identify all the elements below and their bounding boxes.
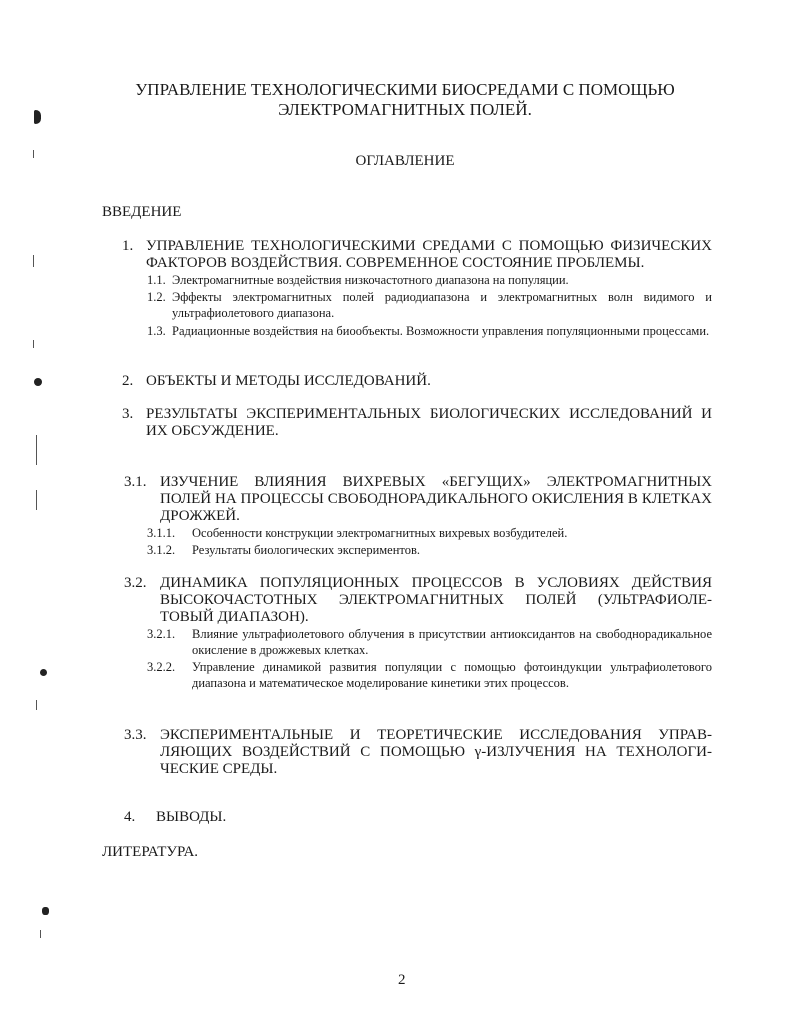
toc-item-title: РЕЗУЛЬТАТЫ ЭКСПЕРИМЕНТАЛЬНЫХ БИОЛОГИЧЕСКИХ ИССЛЕДОВАНИЙ И ИХ ОБСУЖДЕНИЕ. bbox=[146, 406, 712, 439]
toc-item-number: 3.2. bbox=[124, 575, 147, 591]
scan-line bbox=[36, 700, 37, 710]
scan-line bbox=[36, 435, 37, 465]
toc-literature: ЛИТЕРАТУРА. bbox=[102, 844, 199, 860]
toc-subitem-1-1 bbox=[147, 272, 712, 288]
toc-item-number: 3.3. bbox=[124, 727, 147, 743]
toc-item-4 bbox=[124, 809, 712, 826]
scan-line bbox=[33, 150, 34, 158]
toc-intro: ВВЕДЕНИЕ bbox=[102, 204, 182, 220]
toc-item-number: 3. bbox=[122, 406, 134, 422]
toc-item-3-2 bbox=[124, 575, 712, 626]
toc-subitem-title: Управление динамикой развития популяции с помощью фотоиндукции ультрафиолетового диапазона и математическое моделирование кинетики этих процессов. bbox=[192, 660, 712, 690]
toc-item-number: 2. bbox=[122, 373, 134, 389]
scan-line bbox=[33, 255, 34, 267]
scan-mark bbox=[40, 669, 47, 676]
toc-item-3 bbox=[122, 406, 712, 440]
toc-subitem-1-3 bbox=[147, 323, 712, 339]
toc-subitem-number: 3.2.1. bbox=[147, 627, 176, 641]
toc-item-title: ВЫВОДЫ. bbox=[156, 809, 227, 825]
document-title: УПРАВЛЕНИЕ ТЕХНОЛОГИЧЕСКИМИ БИОСРЕДАМИ С ПОМОЩЬЮ ЭЛЕКТРОМАГНИТНЫХ ПОЛЕЙ. bbox=[135, 80, 675, 119]
toc-subitem-number: 1.1. bbox=[147, 273, 166, 287]
scan-mark bbox=[34, 378, 42, 386]
toc-item-number: 3.1. bbox=[124, 474, 147, 490]
scan-mark bbox=[34, 110, 41, 124]
toc-subitem-number: 3.1.2. bbox=[147, 543, 176, 557]
toc-item-2 bbox=[122, 373, 712, 390]
toc-subitem-title: Особенности конструкции электромагнитных вихревых возбудителей. bbox=[192, 526, 568, 540]
toc-item-3-3 bbox=[124, 727, 712, 778]
toc-item-number: 1. bbox=[122, 238, 134, 254]
toc-heading: ОГЛАВЛЕНИЕ bbox=[355, 153, 455, 169]
toc-item-3-1 bbox=[124, 474, 712, 525]
toc-subitem-title: Эффекты электромагнитных полей радиодиапазона и электромагнитных волн видимого и ультрафиолетового диапазона. bbox=[172, 290, 712, 320]
toc-subitem-number: 1.3. bbox=[147, 324, 166, 338]
toc-item-title: УПРАВЛЕНИЕ ТЕХНОЛОГИЧЕСКИМИ СРЕДАМИ С ПОМОЩЬЮ ФИЗИЧЕСКИХ ФАКТОРОВ ВОЗДЕЙСТВИЯ. СОВРЕМЕННОЕ СОСТОЯНИЕ ПРОБЛЕМЫ. bbox=[146, 238, 712, 271]
toc-subitem-title: Результаты биологических экспериментов. bbox=[192, 543, 420, 557]
toc-item-title: ОБЪЕКТЫ И МЕТОДЫ ИССЛЕДОВАНИЙ. bbox=[146, 373, 431, 389]
toc-item-1 bbox=[122, 238, 712, 272]
page-number: 2 bbox=[398, 972, 406, 988]
toc-subitem-number: 3.1.1. bbox=[147, 526, 176, 540]
toc-subitem-title: Влияние ультрафиолетового облучения в присутствии антиоксидантов на свободнорадикальное окисление в дрожжевых клетках. bbox=[192, 627, 712, 657]
toc-item-title: ИЗУЧЕНИЕ ВЛИЯНИЯ ВИХРЕВЫХ «БЕГУЩИХ» ЭЛЕКТРОМАГНИТНЫХ ПОЛЕЙ НА ПРОЦЕССЫ СВОБОДНОРАДИКАЛЬНОГО ОКИСЛЕНИЯ В КЛЕТКАХ ДРОЖЖЕЙ. bbox=[160, 474, 712, 524]
toc-item-number: 4. bbox=[124, 809, 136, 825]
toc-subitem-3-1-1 bbox=[147, 525, 712, 541]
toc-subitem-3-1-2 bbox=[147, 542, 712, 558]
toc-item-title: ДИНАМИКА ПОПУЛЯЦИОННЫХ ПРОЦЕССОВ В УСЛОВИЯХ ДЕЙСТВИЯ ВЫСОКОЧАСТОТНЫХ ЭЛЕКТРОМАГНИТНЫХ ПОЛЕЙ (УЛЬТРАФИОЛЕ-ТОВЫЙ ДИАПАЗОН). bbox=[160, 575, 712, 625]
toc-subitem-3-2-2 bbox=[147, 659, 712, 691]
toc-subitem-1-2 bbox=[147, 289, 712, 321]
toc-subitem-number: 3.2.2. bbox=[147, 660, 176, 674]
scan-line bbox=[36, 490, 37, 510]
toc-subitem-title: Электромагнитные воздействия низкочастотного диапазона на популяции. bbox=[172, 273, 569, 287]
scan-line bbox=[33, 340, 34, 348]
toc-subitem-3-2-1 bbox=[147, 626, 712, 658]
toc-item-title: ЭКСПЕРИМЕНТАЛЬНЫЕ И ТЕОРЕТИЧЕСКИЕ ИССЛЕДОВАНИЯ УПРАВ-ЛЯЮЩИХ ВОЗДЕЙСТВИЙ С ПОМОЩЬЮ γ-ИЗЛУЧЕНИЯ НА ТЕХНОЛОГИ-ЧЕСКИЕ СРЕДЫ. bbox=[160, 727, 712, 777]
scan-mark bbox=[42, 907, 49, 915]
scan-line bbox=[40, 930, 41, 938]
toc-subitem-number: 1.2. bbox=[147, 290, 166, 304]
toc-subitem-title: Радиационные воздействия на биообъекты. Возможности управления популяционными процессами. bbox=[172, 324, 710, 338]
